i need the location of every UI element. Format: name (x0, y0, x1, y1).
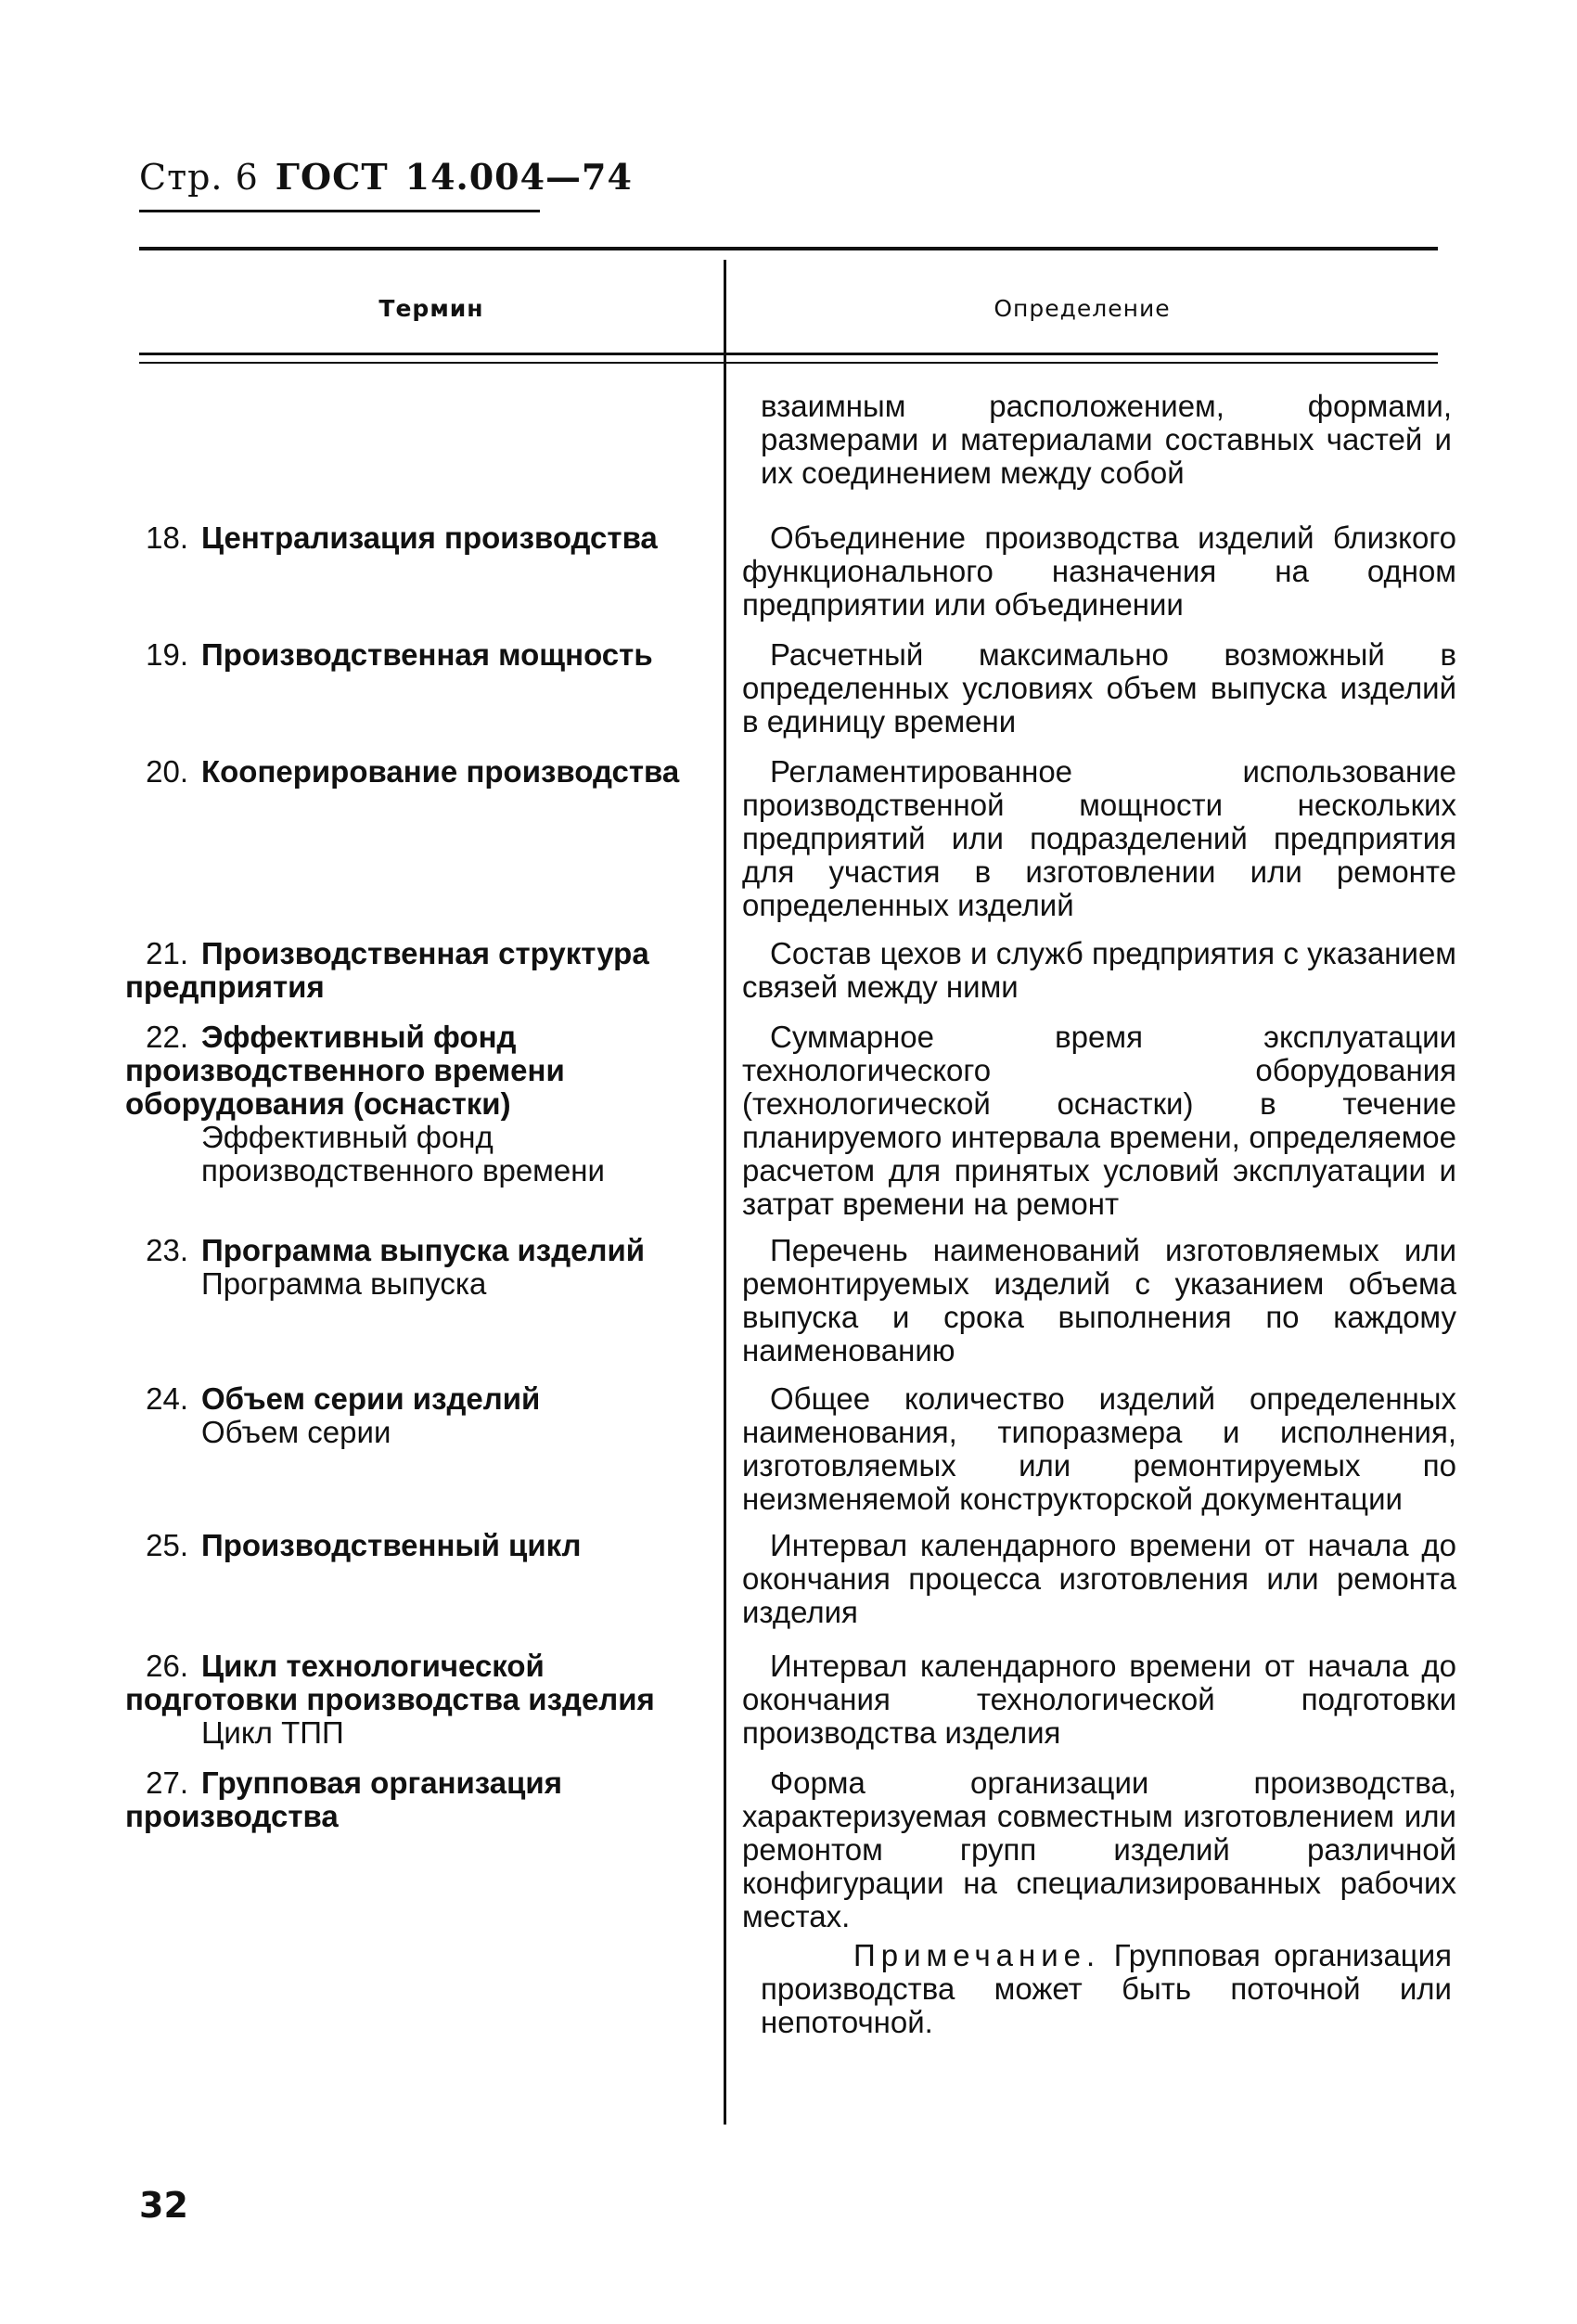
table-top-rule (139, 247, 1438, 250)
note-block (761, 1939, 1452, 2039)
table-row-definition (742, 755, 1456, 922)
entry-definition: Перечень наименований изготовляемых или ремонтируемых изделий с указанием объема выпуска и срока выполнения по каждому наименованию (742, 1233, 1456, 1367)
entry-synonym: Программа выпуска (201, 1266, 487, 1301)
entry-synonym: Цикл ТПП (201, 1715, 344, 1750)
entry-number: 25. (146, 1528, 188, 1562)
table-row-definition (742, 937, 1456, 1004)
table-row-term (125, 1021, 700, 1188)
entry-definition: Форма организации производства, характеризуемая совместным изготовлением или ремонтом групп изделий различной конфигурации на специализированных рабочих местах. (742, 1765, 1456, 1933)
entry-definition: Общее количество изделий определенных наименования, типоразмера и исполнения, изготовляемых или ремонтируемых по неизменяемой конструкторской документации (742, 1381, 1456, 1516)
entry-number: 24. (146, 1381, 188, 1416)
table-row-term (125, 1234, 700, 1301)
entry-term: Цикл технологической подготовки производства изделия (125, 1649, 655, 1716)
entry-term: Программа выпуска изделий (201, 1233, 646, 1267)
table-row-definition (742, 638, 1456, 738)
page-number: 32 (139, 2185, 188, 2226)
entry-number: 26. (146, 1649, 188, 1683)
entry-term: Объем серии изделий (201, 1381, 541, 1416)
table-row-definition (742, 1382, 1456, 1516)
table-row-term (125, 755, 700, 789)
entry-number: 27. (146, 1765, 188, 1800)
entry-definition: Регламентированное использование производственной мощности нескольких предприятий или подразделений предприятия для участия в изготовлении или ремонте определенных изделий (742, 754, 1456, 922)
definition-column-header: Определение (994, 295, 1171, 322)
table-row-term (125, 521, 700, 555)
entry-number: 19. (146, 637, 188, 672)
standard-label: ГОСТ (275, 156, 389, 198)
entry-definition: Состав цехов и служб предприятия с указанием связей между ними (742, 936, 1456, 1004)
entry-number: 21. (146, 936, 188, 970)
term-column-header: Термин (378, 295, 484, 322)
entry-term: Производственный цикл (201, 1528, 582, 1562)
entry-term: Кооперирование производства (201, 754, 680, 789)
entry-synonym: Эффективный фонд производственного времени (201, 1120, 605, 1188)
header-double-rule (139, 353, 1438, 355)
table-row-definition (742, 521, 1456, 622)
page-label: Стр. 6 (139, 157, 259, 198)
table-row-definition (742, 1234, 1456, 1367)
table-row-term (125, 638, 700, 672)
note-text: Групповая организация производства может быть поточной или непоточной. (761, 1938, 1452, 2039)
entry-definition: Интервал календарного времени от начала до окончания процесса изготовления или ремонта изделия (742, 1528, 1456, 1629)
table-row-term (125, 1529, 700, 1562)
entry-term: Централизация производства (201, 520, 658, 555)
note-label: Примечание. (853, 1938, 1101, 1972)
column-divider (724, 260, 726, 2125)
entry-number: 23. (146, 1233, 188, 1267)
entry-definition: Суммарное время эксплуатации технологического оборудования (технологической оснастки) в течение планируемого интервала времени, определяемое расчетом для принятых условий эксплуатации и затрат времени на ремонт (742, 1020, 1456, 1221)
continuation-text: взаимным расположением, формами, размерами и материалами составных частей и их соединением между собой (761, 389, 1452, 490)
table-row-definition (742, 1021, 1456, 1221)
entry-term: Производственная мощность (201, 637, 653, 672)
entry-definition: Интервал календарного времени от начала до окончания технологической подготовки производства изделия (742, 1649, 1456, 1750)
entry-term: Групповая организация производства (125, 1765, 562, 1833)
page-header (139, 156, 633, 198)
entry-number: 22. (146, 1020, 188, 1054)
header-underline (139, 210, 540, 212)
table-row-definition (742, 1766, 1456, 1933)
entry-definition: Объединение производства изделий близкого функционального назначения на одном предприятии или объединении (742, 520, 1456, 622)
entry-term: Эффективный фонд производственного времени оборудования (оснастки) (125, 1020, 565, 1121)
header-double-rule-second (139, 362, 1438, 364)
entry-number: 18. (146, 520, 188, 555)
standard-number: 14.004—74 (404, 156, 633, 198)
entry-synonym: Объем серии (201, 1415, 391, 1449)
entry-term: Производственная структура предприятия (125, 936, 649, 1004)
table-row-definition (742, 1650, 1456, 1750)
table-row-definition (742, 1529, 1456, 1629)
entry-number: 20. (146, 754, 188, 789)
table-row-term (125, 937, 700, 1004)
table-row-term (125, 1382, 700, 1449)
entry-definition: Расчетный максимально возможный в определенных условиях объем выпуска изделий в единицу времени (742, 637, 1456, 738)
table-row-term (125, 1766, 700, 1833)
table-row-term (125, 1650, 700, 1750)
